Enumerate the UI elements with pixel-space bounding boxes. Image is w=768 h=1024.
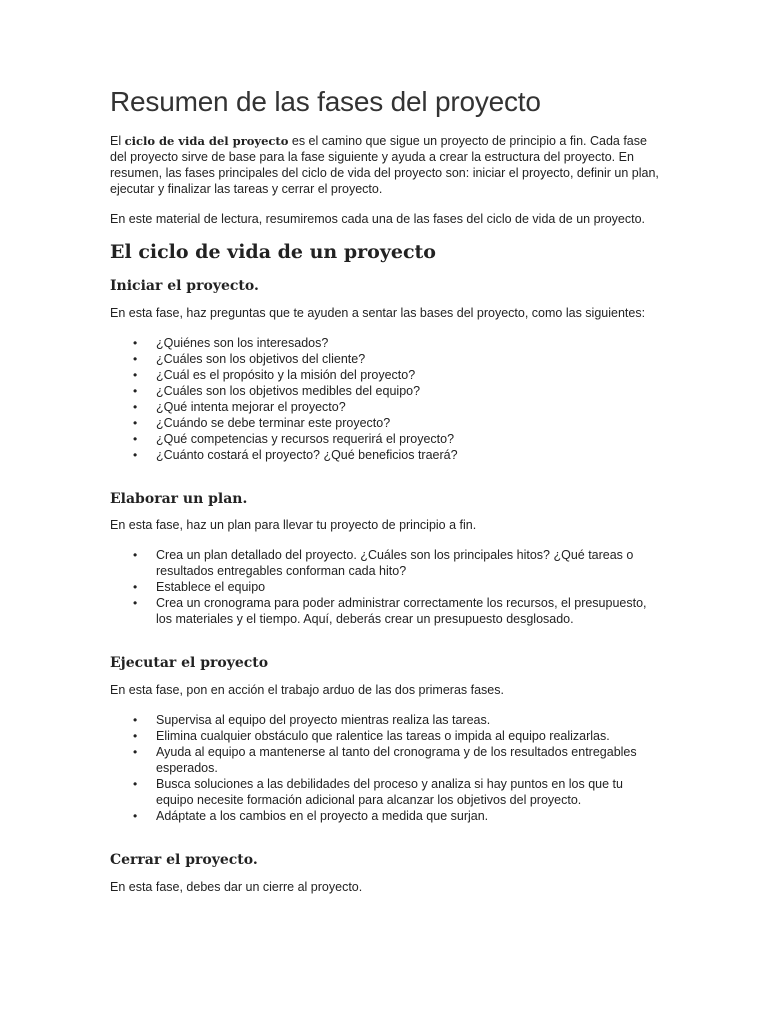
list-item [133, 728, 660, 744]
list-item [133, 399, 660, 415]
bullet-icon: • [133, 415, 138, 430]
phase-section-iniciar [110, 278, 660, 463]
list-item [133, 579, 660, 595]
list-item [133, 367, 660, 383]
bullet-icon: • [133, 809, 138, 824]
section-heading: El ciclo de vida de un proyecto [110, 241, 436, 263]
phase-description: En esta fase, haz un plan para llevar tu proyecto de principio a fin. [110, 518, 477, 533]
list-item [133, 595, 660, 627]
bullet-icon: • [133, 596, 138, 611]
bullet-icon: • [133, 351, 138, 366]
list-item-text: ¿Cuáles son los objetivos del cliente? [156, 351, 366, 366]
list-item-text: Crea un cronograma para poder administrar correctamente los recursos, el presupuesto, los materiales y el tiempo. Aquí, deberás crear un presupuesto desglosado. [156, 596, 647, 627]
bullet-icon: • [133, 367, 138, 382]
phase-description: En esta fase, pon en acción el trabajo arduo de las dos primeras fases. [110, 683, 504, 698]
list-item-text: ¿Cuánto costará el proyecto? ¿Qué beneficios traerá? [156, 447, 458, 462]
bullet-icon: • [133, 777, 138, 792]
phase-bullet-list [110, 547, 660, 627]
lead-paragraph: En este material de lectura, resumiremos cada una de las fases del ciclo de vida de un proyecto. [110, 212, 646, 226]
bullet-icon: • [133, 431, 138, 446]
list-item [133, 776, 660, 808]
list-item-text: ¿Cuándo se debe terminar este proyecto? [156, 415, 391, 430]
list-item-text: ¿Qué competencias y recursos requerirá el proyecto? [156, 431, 455, 446]
list-item [133, 431, 660, 447]
list-item [133, 712, 660, 728]
intro-before: El [110, 134, 125, 148]
bullet-icon: • [133, 729, 138, 744]
phase-description: En esta fase, haz preguntas que te ayuden a sentar las bases del proyecto, como las siguientes: [110, 305, 646, 320]
phase-description: En esta fase, debes dar un cierre al proyecto. [110, 879, 363, 894]
phase-heading: Cerrar el proyecto. [110, 852, 258, 869]
list-item [133, 744, 660, 776]
list-item-text: Adáptate a los cambios en el proyecto a medida que surjan. [156, 809, 489, 824]
list-item-text: ¿Cuál es el propósito y la misión del proyecto? [156, 367, 416, 382]
bullet-icon: • [133, 745, 138, 760]
bullet-icon: • [133, 383, 138, 398]
list-item [133, 335, 660, 351]
bullet-icon: • [133, 399, 138, 414]
list-item-text: ¿Cuáles son los objetivos medibles del equipo? [156, 383, 421, 398]
phase-list [110, 278, 660, 895]
list-item [133, 447, 660, 463]
list-item-text: Ayuda al equipo a mantenerse al tanto del cronograma y de los resultados entregables esperados. [156, 745, 637, 776]
document-page [110, 84, 660, 909]
phase-heading: Ejecutar el proyecto [110, 655, 269, 672]
list-item [133, 547, 660, 579]
bullet-icon: • [133, 548, 138, 563]
list-item [133, 383, 660, 399]
phase-section-ejecutar [110, 655, 660, 824]
intro-paragraph [110, 133, 660, 197]
bullet-icon: • [133, 447, 138, 462]
list-item [133, 351, 660, 367]
list-item-text: ¿Quiénes son los interesados? [156, 335, 329, 350]
bullet-icon: • [133, 580, 138, 595]
intro-term: ciclo de vida del proyecto [124, 134, 289, 148]
phase-heading: Elaborar un plan. [110, 490, 248, 507]
list-item-text: Busca soluciones a las debilidades del proceso y analiza si hay puntos en los que tu equipo necesite formación adicional para alcanzar los objetivos del proyecto. [156, 777, 623, 808]
bullet-icon: • [133, 713, 138, 728]
intro-after: es el camino que sigue un proyecto de principio a fin. Cada fase del proyecto sirve de base para la fase siguiente y ayuda a crear la estructura del proyecto. En resumen, las fases principales del ciclo de vida del proyecto son: iniciar el proyecto, definir un plan, ejecutar y finalizar las tareas y cerrar el proyecto. [110, 134, 659, 196]
phase-bullet-list [110, 712, 660, 824]
phase-section-cerrar [110, 852, 660, 895]
phase-section-elaborar [110, 491, 660, 628]
page-title: Resumen de las fases del proyecto [110, 86, 541, 117]
list-item [133, 415, 660, 431]
list-item-text: Crea un plan detallado del proyecto. ¿Cuáles son los principales hitos? ¿Qué tareas o resultados entregables conforman cada hito? [156, 548, 634, 579]
bullet-icon: • [133, 335, 138, 350]
list-item-text: Elimina cualquier obstáculo que ralentice las tareas o impida al equipo realizarlas. [156, 729, 610, 744]
list-item-text: Establece el equipo [156, 580, 266, 595]
phase-heading: Iniciar el proyecto. [110, 277, 259, 294]
phase-bullet-list [110, 335, 660, 463]
list-item-text: Supervisa al equipo del proyecto mientras realiza las tareas. [156, 713, 491, 728]
list-item-text: ¿Qué intenta mejorar el proyecto? [156, 399, 346, 414]
list-item [133, 808, 660, 824]
